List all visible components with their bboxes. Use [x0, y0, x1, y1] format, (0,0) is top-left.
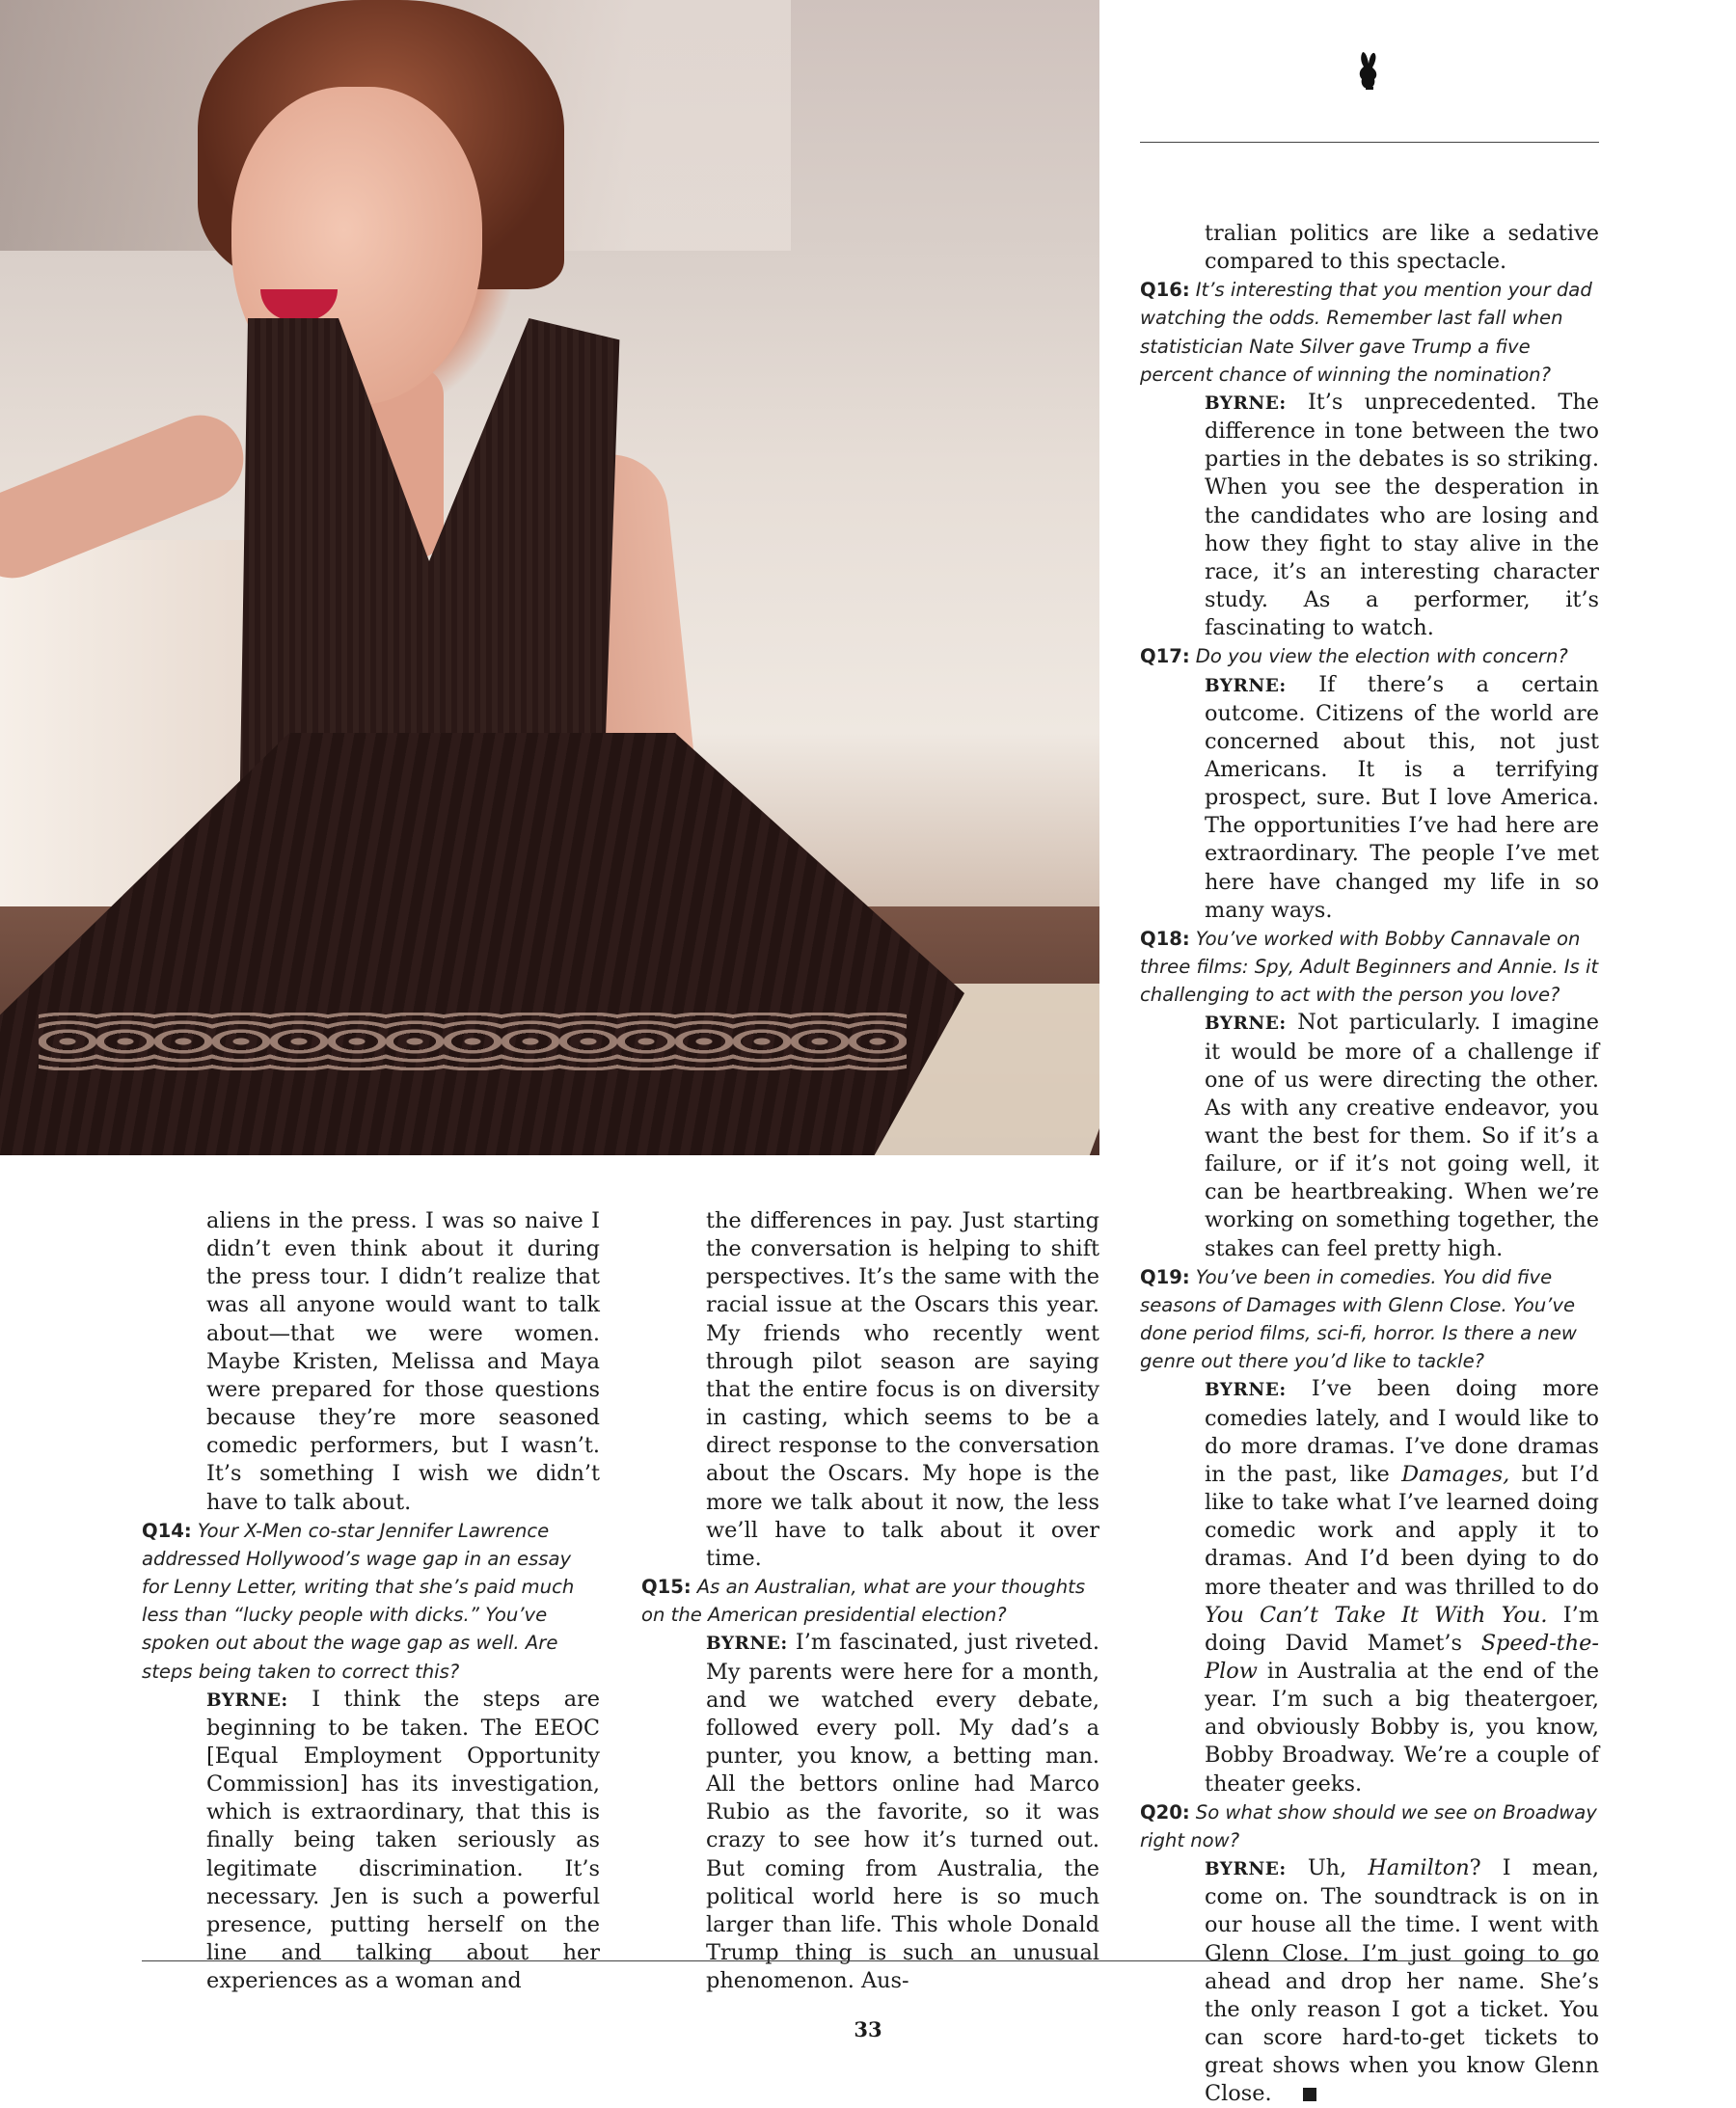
speaker-label: BYRNE: [1205, 1859, 1287, 1880]
column-1 [142, 1207, 600, 1995]
question-number: Q15: [641, 1576, 692, 1599]
answer-text: I think the steps are beginning to be taken. The EEOC [Equal Employment Opportunity Commission] has its investigation, which is extraordinary, that this is finally being taken seriously as legitimate discrimination. It’s necessary. Jen is such a powerful presence, putting herself on the line and talking about her experiences as a woman and [206, 1686, 600, 1994]
answer-20 [1140, 1854, 1599, 2108]
speaker-label: BYRNE: [206, 1689, 288, 1711]
question-14 [142, 1517, 600, 1686]
answer-text: It’s unprecedented. The difference in tone between the two parties in the debates is so striking. When you see the desperation in the candidates who are losing and how they fight to stay alive in the race, it’s an interesting character study. As a performer, it’s fascinating to watch. [1205, 389, 1599, 641]
question-20 [1140, 1798, 1599, 1854]
question-text: As an Australian, what are your thoughts on the American presidential election? [641, 1576, 1086, 1627]
question-text: So what show should we see on Broadway right now? [1140, 1800, 1597, 1851]
answer-text: I’m fascinated, just riveted. My parents were here for a month, and we watched every debate, followed every poll. My dad’s a punter, you know, a betting man. All the bettors online had Marco Rubio as the favorite, so it was crazy to see how it’s turned out. But coming from Australia, the political world here is so much larger than life. This whole Donald Trump thing is such an unusual phenomenon. Aus- [706, 1630, 1099, 1994]
footer-rule [142, 1960, 1599, 1961]
end-of-article-square-icon [1303, 2088, 1316, 2101]
question-19 [1140, 1263, 1599, 1376]
question-text: Do you view the election with concern? [1195, 645, 1568, 668]
question-number: Q18: [1140, 927, 1190, 950]
answer-text: I’ve been doing more comedies lately, and I would like to do more dramas. I’ve done dramas in the past, like [1205, 1376, 1599, 1487]
answer-16 [1140, 389, 1599, 642]
question-text: It’s interesting that you mention your dad watching the odds. Remember last fall when statistician Nate Silver gave Trump a five percent chance of winning the nomination? [1140, 279, 1592, 386]
answer-text: If there’s a certain outcome. Citizens of the world are concerned about this, not just Americans. It is a terrifying prospect, sure. But I love America. The opportunities I’ve had here are extraordinary. The people I’ve met here have changed my life in so many ways. [1205, 671, 1599, 923]
question-15 [641, 1573, 1099, 1629]
title-italic: Hamilton [1368, 1855, 1470, 1881]
page-number: 33 [854, 2017, 882, 2041]
title-italic: You Can’t Take It With You. [1205, 1602, 1548, 1628]
bunny-logo-icon [1354, 50, 1383, 91]
question-16 [1140, 276, 1599, 389]
answer-text: the differences in pay. Just starting the conversation is helping to shift perspectives. It’s the same with the racial issue at the Oscars this year. My friends who recently went through pilot season are saying that the entire focus is on diversity in casting, which seems to be a direct response to the conversation about the Oscars. My hope is the more we talk about it now, the less we’ll have to talk about it over time. [706, 1208, 1099, 1571]
header-rule [1140, 142, 1599, 143]
answer-text: ? I mean, come on. The soundtrack is on in our house all the time. I went with Glenn Close. I’m just going to go ahead and drop her name. She’s the only reason I got a ticket. You can score hard-to-get tickets to great shows when you know Glenn Close. [1205, 1855, 1599, 2107]
question-number: Q17: [1140, 645, 1190, 668]
title-italic: Speed-the-Plow [1205, 1630, 1599, 1684]
answer-text: Not particularly. I imagine it would be more of a challenge if one of us were directing the other. As with any creative endeavor, you want the best for them. So if it’s a failure, or if it’s not going well, it can be heartbreaking. When we’re working on something together, the stakes can feel pretty high. [1205, 1010, 1599, 1261]
speaker-label: BYRNE: [1205, 1013, 1287, 1035]
speaker-label: BYRNE: [1205, 675, 1287, 696]
question-number: Q20: [1140, 1800, 1190, 1824]
speaker-label: BYRNE: [706, 1634, 788, 1655]
answer-19 [1140, 1375, 1599, 1797]
question-text: You’ve worked with Bobby Cannavale on three films: Spy, Adult Beginners and Annie. Is it challenging to act with the person you love? [1140, 927, 1599, 1007]
column-2 [641, 1207, 1099, 1995]
answer-15 [641, 1629, 1099, 1995]
question-number: Q19: [1140, 1265, 1190, 1288]
question-17 [1140, 642, 1599, 670]
answer-text: Uh, [1307, 1855, 1347, 1881]
answer-text: in Australia at the end of the year. I’m such a big theatergoer, and obviously Bobby is, you know, Bobby Broadway. We’re a couple of theater geeks. [1205, 1658, 1599, 1797]
question-text: You’ve been in comedies. You did five seasons of Damages with Glenn Close. You’ve done period films, sci-fi, horror. Is there a new genre out there you’d like to tackle? [1140, 1265, 1577, 1373]
column-3 [1140, 220, 1599, 2108]
speaker-label: BYRNE: [1205, 392, 1287, 414]
answer-text: but I’d like to take what I’ve learned doing comedic work and apply it to dramas. And I’d been dying to do more theater and was thrilled to do [1205, 1461, 1600, 1600]
answer-14 [142, 1686, 600, 1996]
title-italic: Damages, [1401, 1461, 1510, 1487]
answer-18 [1140, 1009, 1599, 1262]
portrait-photo [0, 0, 1099, 1155]
speaker-label: BYRNE: [1205, 1380, 1287, 1401]
answer-text: I’m doing David Mamet’s [1205, 1602, 1599, 1656]
question-text: Your X-Men co-star Jennifer Lawrence addressed Hollywood’s wage gap in an essay for Lenny Letter, writing that she’s paid much less than “lucky people with dicks.” You’ve spoken out about the wage gap as well. Are steps being taken to correct this? [142, 1519, 575, 1683]
question-18 [1140, 925, 1599, 1009]
question-number: Q14: [142, 1519, 192, 1542]
answer-text: tralian politics are like a sedative compared to this spectacle. [1205, 221, 1599, 275]
question-number: Q16: [1140, 279, 1190, 302]
answer-17 [1140, 671, 1599, 925]
answer-text: aliens in the press. I was so naive I didn’t even think about it during the press tour. I didn’t realize that was all anyone would want to talk about—that we were women. Maybe Kristen, Melissa and Maya were prepared for those questions because they’re more seasoned comedic performers, but I wasn’t. It’s something I wish we didn’t have to talk about. [206, 1208, 600, 1515]
